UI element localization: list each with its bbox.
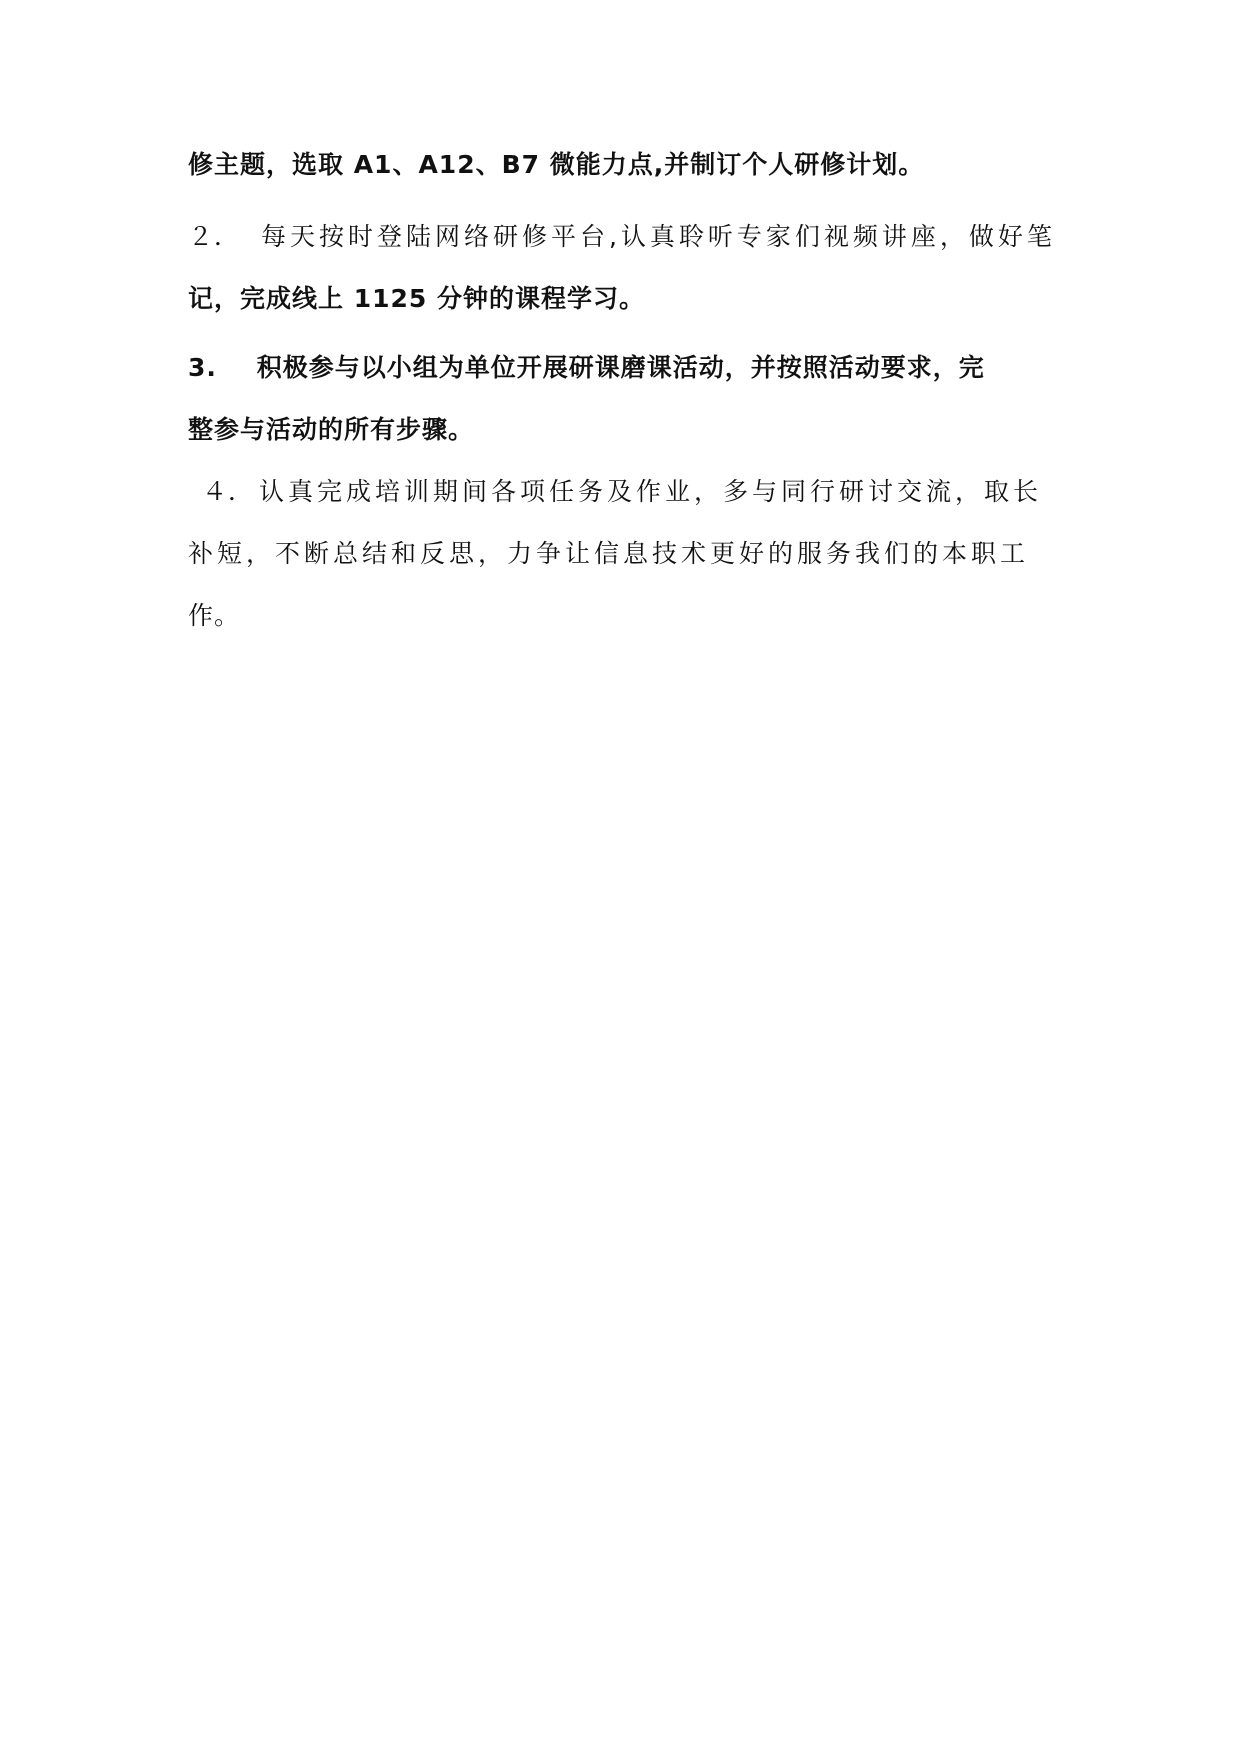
paragraph-line-5 xyxy=(188,412,474,448)
paragraph-line-1 xyxy=(188,147,924,183)
line-text: 记，完成线上 1125 分钟的课程学习。 xyxy=(188,284,645,313)
line-text: 补短，不断总结和反思，力争让信息技术更好的服务我们的本职工 xyxy=(188,539,1030,568)
paragraph-line-8 xyxy=(188,598,240,634)
list-marker-4: ４． xyxy=(202,477,255,506)
line-text: 每天按时登陆网络研修平台,认真聆听专家们视频讲座，做好笔 xyxy=(260,222,1056,251)
paragraph-line-7 xyxy=(188,536,1029,572)
paragraph-line-2 xyxy=(188,219,1056,255)
line-text: 修主题，选取 A1、A12、B7 微能力点,并制订个人研修计划。 xyxy=(188,150,925,179)
list-marker-3: 3. xyxy=(188,353,217,382)
paragraph-line-3 xyxy=(188,281,645,317)
line-text: 作。 xyxy=(188,601,241,630)
line-text: 积极参与以小组为单位开展研课磨课活动，并按照活动要求，完 xyxy=(256,353,985,382)
line-text: 认真完成培训期间各项任务及作业，多与同行研讨交流，取长 xyxy=(258,477,1042,506)
paragraph-line-4 xyxy=(188,350,985,386)
paragraph-line-6 xyxy=(202,474,1042,510)
list-marker-2: ２． xyxy=(188,222,241,251)
line-text: 整参与活动的所有步骤。 xyxy=(188,415,475,444)
